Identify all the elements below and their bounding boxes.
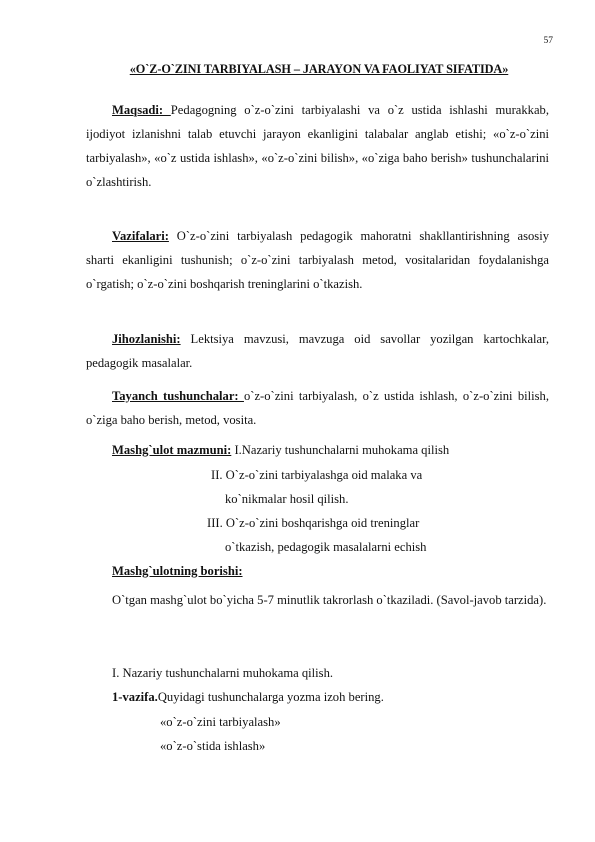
goal-paragraph (86, 98, 549, 194)
procedure-label: Mashg`ulotning borishi: (112, 564, 243, 578)
equipment-text: Lektsiya mavzusi, mavzuga oid savollar yozilgan kartochkalar, pedagogik masalalar. (86, 332, 549, 370)
equipment-label: Jihozlanishi: (112, 332, 181, 346)
equipment-paragraph (86, 327, 549, 375)
goal-label: Maqsadi: (112, 103, 171, 117)
key-concepts-label: Tayanch tushunchalar: (112, 389, 244, 403)
page-title: «O`Z-O`ZINI TARBIYALASH – JARAYON VA FAOLIYAT SIFATIDA» (129, 62, 509, 76)
content-item-2a: II. O`z-o`zini tarbiyalashga oid malaka va (211, 468, 423, 482)
task-1-text: Quyidagi tushunchalarga yozma izoh bering. (157, 690, 384, 704)
task-1-line (112, 690, 384, 705)
content-item-3b: o`tkazish, pedagogik masalalarni echish (225, 540, 427, 554)
tasks-text: O`z-o`zini tarbiyalash pedagogik mahoratni shakllantirishning asosiy sharti ekanligini tushunish; o`z-o`zini tarbiyalash metod, vositalaridan foydalanishga o`rgatish; o`z-o`zini boshqarish treninglarini o`tkazish. (86, 229, 549, 291)
tasks-label: Vazifalari: (112, 229, 169, 243)
term-item: «o`z-o`zini tarbiyalash» (160, 715, 281, 729)
task-1-label: 1-vazifa. (112, 690, 158, 704)
content-item-3a: III. O`z-o`zini boshqarishga oid treninglar (207, 516, 420, 530)
content-item-2b: ko`nikmalar hosil qilish. (225, 492, 349, 506)
content-line-1 (112, 443, 449, 458)
theory-line: I. Nazariy tushunchalarni muhokama qilish. (112, 666, 334, 680)
key-concepts-paragraph (86, 384, 549, 432)
page-number: 57 (543, 36, 553, 46)
procedure-text: O`tgan mashg`ulot bo`yicha 5-7 minutlik takrorlash o`tkaziladi. (Savol-javob tarzida). (112, 593, 547, 607)
goal-text: Pedagogning o`z-o`zini tarbiyalashi va o`z ustida ishlashi murakkab, ijodiyot izlanishni talab etuvchi jarayon ekanligini talabalar anglab etishi; «o`z-o`zini tarbiyalash», «o`z ustida ishlash», «o`z-o`zini bilish», «o`ziga baho berish» tushunchalarini o`zlashtirish. (86, 103, 549, 189)
key-concepts-text: o`z-o`zini tarbiyalash, o`z ustida ishlash, o`z-o`zini bilish, o`ziga baho berish, metod, vosita. (86, 389, 549, 427)
tasks-paragraph (86, 224, 549, 296)
content-label: Mashg`ulot mazmuni: (112, 443, 232, 457)
term-item: «o`z-o`stida ishlash» (160, 739, 266, 753)
content-item-1: I.Nazariy tushunchalarni muhokama qilish (231, 443, 450, 457)
